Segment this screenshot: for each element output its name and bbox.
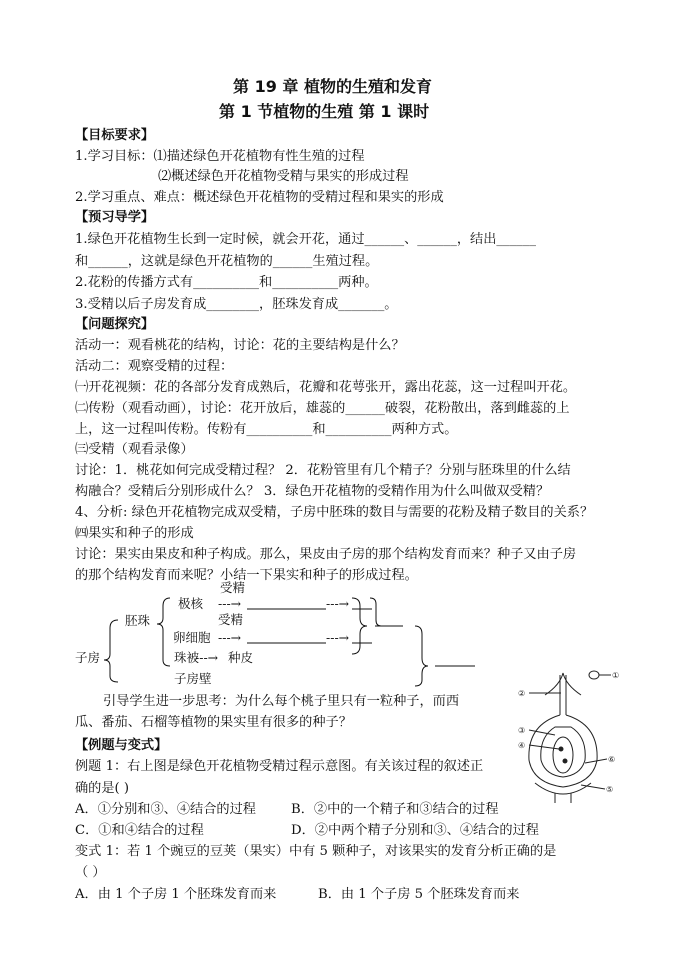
fig-label-1: ① — [612, 671, 620, 680]
preview-1b: 和______，这就是绿色开花植物的______生殖过程。 — [75, 254, 379, 269]
goal-1b: ⑵概述绿色开花植物受精与果实的形成过程 — [158, 169, 409, 184]
label-seed-coat: 种皮 — [228, 650, 254, 665]
goal-1a: 1.学习目标：⑴描述绿色开花植物有性生殖的过程 — [75, 149, 365, 164]
preview-2: 2.花粉的传播方式有__________和__________两种。 — [75, 275, 378, 290]
label-ovule: 胚珠 — [125, 613, 151, 628]
heading-preview: 【预习导学】 — [75, 210, 155, 225]
fertilization-figure — [515, 665, 625, 805]
activity-2: 活动二：观察受精的过程： — [75, 359, 234, 374]
step-2a: ㈡传粉（观看动画），讨论：花开放后，雄蕊的______破裂，花粉散出，落到雌蕊的上 — [75, 401, 570, 416]
preview-1a: 1.绿色开花植物生长到一定时候，就会开花，通过______、______，结出______ — [75, 232, 536, 247]
discussion-2b: 的那个结构发育而来呢？小结一下果实和种子的形成过程。 — [75, 568, 418, 583]
arrow-1: ---→ — [218, 596, 242, 611]
preview-3: 3.受精以后子房发育成________，胚珠发育成_______。 — [75, 297, 398, 312]
fig-label-4: ④ — [518, 741, 526, 750]
page-title: 第 19 章 植物的生殖和发育 — [233, 77, 432, 96]
section-title: 第 1 节植物的生殖 第 1 课时 — [219, 102, 430, 121]
fruit-formation-diagram — [70, 580, 490, 695]
variant-1b: （ ） — [75, 865, 106, 880]
option-c: C．①和④结合的过程 — [75, 823, 204, 838]
variant-option-b: B．由 1 个子房 5 个胚珠发育而来 — [318, 887, 520, 902]
option-b: B．②中的一个精子和③结合的过程 — [291, 802, 499, 817]
heading-examples: 【例题与变式】 — [75, 738, 168, 753]
arrow-2: ---→ — [326, 596, 350, 611]
step-3: ㈢受精（观看录像） — [75, 442, 194, 457]
example-1a: 例题 1：右上图是绿色开花植物受精过程示意图。有关该过程的叙述正 — [75, 759, 484, 774]
fig-label-5: ⑤ — [606, 785, 614, 794]
step-2b: 上，这一过程叫传粉。传粉有__________和__________两种方式。 — [75, 422, 458, 437]
arrow-3: ---→ — [218, 630, 242, 645]
label-fertilization-1: 受精 — [220, 580, 246, 595]
guide-a: 引导学生进一步思考：为什么每个桃子里只有一粒种子，而西 — [103, 694, 460, 709]
arrow-5: ---→ — [195, 650, 219, 665]
discussion-1b: 构融合？受精后分别形成什么？ 3．绿色开花植物的受精作用为什么叫做双受精？ — [75, 484, 550, 499]
fig-label-2: ② — [518, 689, 526, 698]
discussion-4: 4、分析: 绿色开花植物完成双受精，子房中胚珠的数目与需要的花粉及精子数目的关系？ — [75, 505, 594, 520]
option-d: D．②中两个精子分别和③、④结合的过程 — [291, 823, 539, 838]
variant-1a: 变式 1：若 1 个豌豆的豆荚（果实）中有 5 颗种子，对该果实的发育分析正确的是 — [75, 844, 557, 859]
label-polar-nuclei: 极核 — [178, 596, 204, 611]
discussion-2a: 讨论：果实由果皮和种子构成。那么，果皮由子房的那个结构发育而来？种子又由子房 — [75, 547, 577, 562]
label-ovary-wall: 子房壁 — [174, 671, 212, 686]
fig-label-6: ⑥ — [608, 755, 616, 764]
fig-label-3: ③ — [518, 726, 526, 735]
activity-1: 活动一：观看桃花的结构，讨论：花的主要结构是什么？ — [75, 338, 405, 353]
arrow-4: ---→ — [326, 630, 350, 645]
guide-b: 瓜、番茄、石榴等植物的果实里有很多的种子？ — [75, 715, 352, 730]
label-ovary: 子房 — [75, 650, 101, 665]
label-egg-cell: 卵细胞 — [173, 630, 211, 645]
variant-option-a: A．由 1 个子房 1 个胚珠发育而来 — [75, 887, 277, 902]
option-a: A．①分别和③、④结合的过程 — [75, 802, 256, 817]
label-integument: 珠被 — [174, 650, 200, 665]
label-fertilization-2: 受精 — [218, 612, 244, 627]
step-1: ㈠开花视频：花的各部分发育成熟后，花瓣和花萼张开，露出花蕊，这一过程叫开花。 — [75, 380, 577, 395]
stigma-shape — [545, 673, 581, 695]
goal-2: 2.学习重点、难点：概述绿色开花植物的受精过程和果实的形成 — [75, 190, 444, 205]
heading-goals: 【目标要求】 — [75, 128, 155, 143]
discussion-1a: 讨论：1．桃花如何完成受精过程？ 2．花粉管里有几个精子？分别与胚珠里的什么结 — [75, 463, 571, 478]
example-1b: 确的是( ) — [75, 781, 130, 796]
heading-explore: 【问题探究】 — [75, 317, 155, 332]
step-4: ㈣果实和种子的形成 — [75, 526, 194, 541]
